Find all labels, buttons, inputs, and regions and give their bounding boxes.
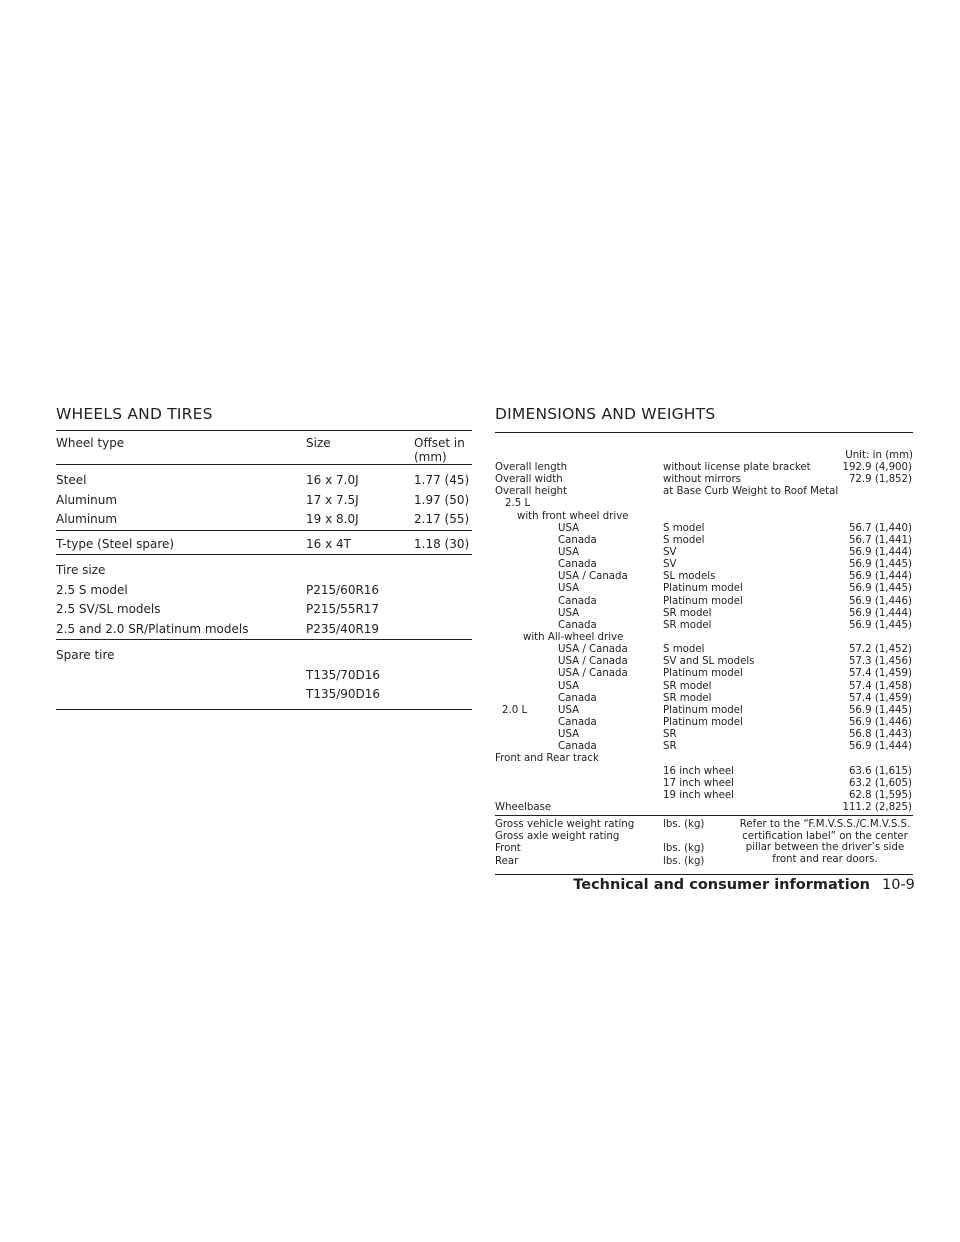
market: Canada [558, 559, 597, 571]
table-row [495, 583, 913, 595]
dimension-label: Overall width [495, 474, 563, 486]
tire-size: P215/60R16 [306, 582, 380, 597]
page-footer [0, 877, 960, 901]
wheels-tires-heading: WHEELS AND TIRES [56, 405, 213, 423]
wheel-type: Aluminum [56, 512, 118, 526]
table-row [495, 547, 913, 559]
model: SR model [663, 619, 712, 631]
header-offset: Offset in (mm) [414, 436, 465, 464]
table-row [495, 668, 913, 680]
dimension-label: Overall length [495, 462, 568, 473]
wheel-offset: 1.97 (50) [414, 492, 470, 507]
table-row [495, 559, 913, 571]
market: USA [558, 729, 580, 741]
model: S model [663, 522, 705, 534]
spare-tire-label-text: Spare tire [56, 648, 115, 662]
certification-note: Refer to the “F.M.V.S.S./C.M.V.S.S. certification label” on the center pillar between the driver’s side front and rear doors. [739, 819, 911, 865]
dimension-value: 192.9 (4,900) [842, 462, 912, 473]
market: USA / Canada [558, 644, 628, 656]
table-row [495, 705, 913, 717]
table-row [495, 644, 913, 656]
table-row [495, 571, 913, 583]
wheelbase-label: Wheelbase [495, 801, 552, 813]
model: Platinum model [663, 704, 743, 716]
market: Canada [558, 534, 597, 546]
table-bottom-rule [495, 874, 913, 875]
table-row [56, 666, 472, 686]
dimension-value: 62.8 (1,595) [848, 789, 912, 801]
market: USA [558, 704, 580, 716]
table-row [495, 608, 913, 620]
awd-label: with All-wheel drive [523, 631, 624, 643]
market: Canada [558, 741, 597, 753]
header-size: Size [306, 436, 331, 450]
fwd-label: with front wheel drive [517, 510, 629, 522]
wheel-type: T-type (Steel spare) [56, 536, 175, 551]
table-row [495, 778, 913, 790]
wheel-offset: 1.77 (45) [414, 473, 470, 487]
wheels-tires-table [56, 430, 472, 710]
dimension-value: 57.3 (1,456) [848, 656, 912, 668]
header-wheel-type: Wheel type [56, 436, 125, 450]
wheel-size: 17 x 7.5J [306, 492, 359, 507]
market: USA / Canada [558, 656, 628, 668]
wheel-type: Aluminum [56, 492, 118, 507]
gvwr-unit: lbs. (kg) [663, 819, 705, 831]
wheel-offset: 1.18 (30) [414, 536, 470, 551]
tire-model: 2.5 SV/SL models [56, 602, 161, 616]
wheel-offset: 2.17 (55) [414, 512, 470, 526]
dimension-label: Overall height [495, 486, 568, 498]
drive-label [495, 632, 913, 644]
unit-label: Unit: in (mm) [845, 450, 913, 461]
dimension-value: 56.9 (1,445) [848, 704, 912, 716]
dimension-value: 57.4 (1,459) [848, 668, 912, 680]
table-row [495, 523, 913, 535]
market: USA [558, 522, 580, 534]
gvwr-label: Gross vehicle weight rating [495, 819, 635, 831]
tire-size-label-text: Tire size [56, 563, 106, 577]
table-row [56, 581, 472, 601]
dimension-value: 56.9 (1,444) [848, 607, 912, 619]
model: SV and SL models [663, 656, 755, 668]
table-row [495, 474, 913, 486]
wheel-size: 19 x 8.0J [306, 512, 359, 526]
model: SR model [663, 607, 712, 619]
dimension-value: 57.4 (1,458) [848, 680, 912, 692]
dimension-value: 56.9 (1,446) [848, 716, 912, 728]
table-row [495, 620, 913, 632]
table-row [56, 491, 472, 511]
dimension-value: 56.9 (1,446) [848, 595, 912, 607]
model: SV [663, 559, 677, 571]
dimension-condition: at Base Curb Weight to Roof Metal [663, 486, 839, 498]
dimension-value: 56.9 (1,445) [848, 559, 912, 571]
dimension-condition: without license plate bracket [663, 462, 811, 473]
engine-25-label: 2.5 L [505, 498, 531, 510]
table-row [495, 729, 913, 741]
tire-model: 2.5 S model [56, 582, 128, 597]
track-wheel: 17 inch wheel [663, 777, 734, 789]
wheel-type: Steel [56, 473, 87, 487]
market: Canada [558, 692, 597, 704]
dimension-value: 56.9 (1,445) [848, 619, 912, 631]
market: Canada [558, 716, 597, 728]
dimension-value: 72.9 (1,852) [848, 474, 912, 486]
dimension-condition: without mirrors [663, 474, 741, 486]
tire-model: 2.5 and 2.0 SR/Platinum models [56, 621, 249, 636]
tire-size: P215/55R17 [306, 602, 380, 616]
gawr-label: Gross axle weight rating [495, 831, 620, 843]
dimension-value: 56.9 (1,444) [848, 741, 912, 753]
model: Platinum model [663, 583, 743, 595]
dimension-value: 56.9 (1,445) [848, 583, 912, 595]
spare-tire-label [56, 646, 472, 666]
dimension-value: 56.7 (1,441) [848, 534, 912, 546]
dimension-value: 57.4 (1,459) [848, 692, 912, 704]
table-row [495, 717, 913, 729]
model: SR model [663, 692, 712, 704]
table-row [495, 462, 913, 474]
market: USA [558, 680, 580, 692]
engine-label [495, 498, 913, 510]
table-row [495, 535, 913, 547]
dimension-value: 56.8 (1,443) [848, 729, 912, 741]
weight-ratings [495, 816, 913, 874]
table-row [495, 681, 913, 693]
dimension-value: 57.2 (1,452) [848, 644, 912, 656]
market: Canada [558, 619, 597, 631]
dimension-value: 56.7 (1,440) [848, 522, 912, 534]
spare-size: T135/90D16 [306, 687, 381, 701]
tire-size-label [56, 561, 472, 581]
wheelbase-value: 111.2 (2,825) [842, 801, 912, 813]
model: S model [663, 534, 705, 546]
wheel-size: 16 x 4T [306, 536, 351, 551]
table-row [495, 596, 913, 608]
front-unit: lbs. (kg) [663, 843, 705, 855]
table-row [56, 600, 472, 620]
table-row [495, 766, 913, 778]
table-row [495, 486, 913, 498]
table-row [56, 510, 472, 530]
page-number: 10-9 [882, 877, 915, 893]
table-row [495, 802, 913, 814]
model: SR model [663, 680, 712, 692]
table-bottom-rule [56, 709, 472, 710]
table-row [56, 620, 472, 640]
dimensions-weights-heading: DIMENSIONS AND WEIGHTS [495, 405, 716, 423]
dimension-value: 63.6 (1,615) [848, 765, 912, 777]
table-row [495, 741, 913, 753]
track-label: Front and Rear track [495, 753, 599, 765]
market: USA / Canada [558, 571, 628, 583]
track-wheel: 19 inch wheel [663, 789, 734, 801]
model: SR [663, 741, 677, 753]
track-wheel: 16 inch wheel [663, 765, 734, 777]
table-row [495, 693, 913, 705]
dimension-value: 56.9 (1,444) [848, 571, 912, 583]
section-title: Technical and consumer information [573, 877, 870, 893]
market: USA / Canada [558, 668, 628, 680]
table-row [495, 656, 913, 668]
table-row [495, 753, 913, 765]
model: SL models [663, 571, 716, 583]
market: USA [558, 546, 580, 558]
dimension-value: 56.9 (1,444) [848, 546, 912, 558]
front-label: Front [495, 843, 521, 855]
model: SV [663, 546, 677, 558]
model: Platinum model [663, 716, 743, 728]
market: USA [558, 583, 580, 595]
wheel-size: 16 x 7.0J [306, 473, 359, 487]
model: Platinum model [663, 668, 743, 680]
spare-size: T135/70D16 [306, 667, 381, 682]
table-row [495, 790, 913, 802]
dimensions-weights-table [495, 432, 913, 875]
drive-label [495, 511, 913, 523]
table-row [56, 685, 472, 705]
market: Canada [558, 595, 597, 607]
table-header [56, 431, 472, 464]
table-row [56, 535, 472, 555]
table-row [56, 471, 472, 491]
model: SR [663, 729, 677, 741]
tire-size: P235/40R19 [306, 621, 380, 636]
rear-label: Rear [495, 855, 519, 867]
model: S model [663, 644, 705, 656]
market: USA [558, 607, 580, 619]
model: Platinum model [663, 595, 743, 607]
engine-20-label: 2.0 L [502, 704, 528, 716]
dimension-value: 63.2 (1,605) [848, 777, 912, 789]
rear-unit: lbs. (kg) [663, 855, 705, 867]
